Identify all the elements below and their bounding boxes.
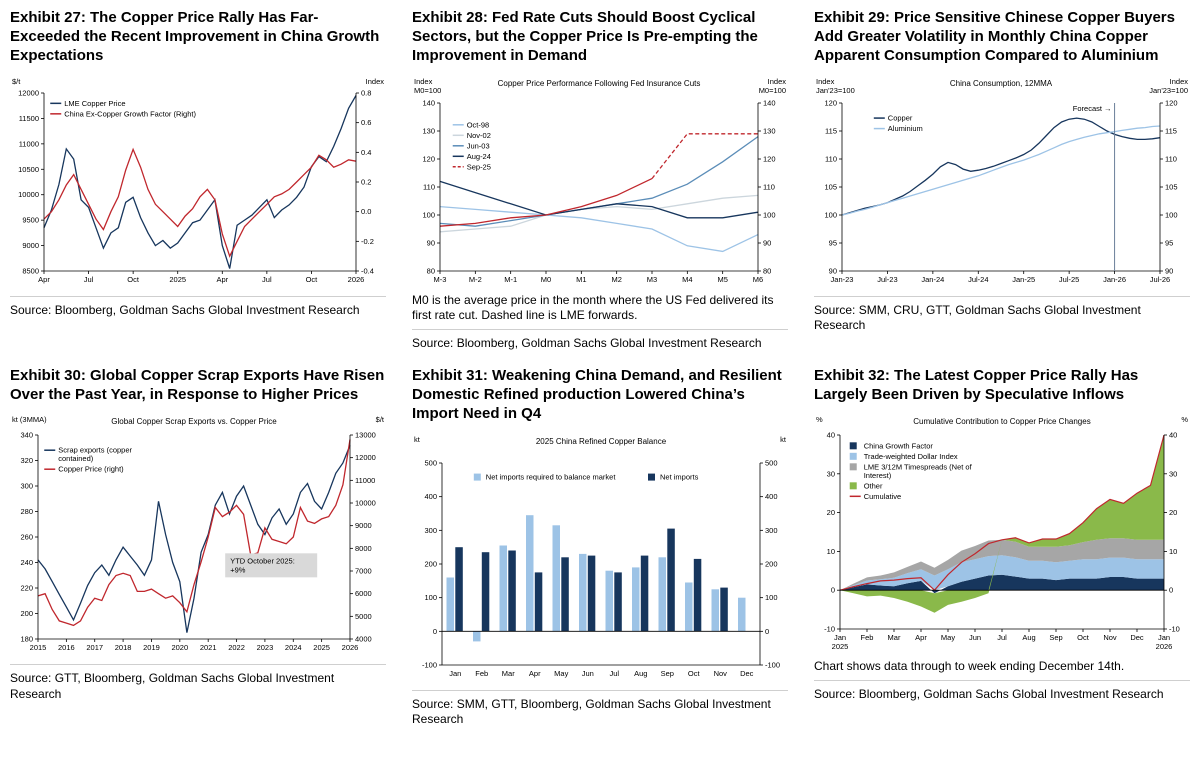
legend-label: Interest) [863, 471, 892, 481]
left-axis-label: Jan'23=100 [816, 85, 855, 95]
y-tick-label: 120 [763, 154, 776, 164]
series-china-ex-copper-growth-factor-right [44, 149, 356, 256]
legend-label: LME 3/12M Timespreads (Net of [863, 462, 972, 472]
x-tick-label: 2026 [1155, 642, 1173, 652]
y-tick-label: 110 [763, 182, 775, 192]
y-tick-label: 200 [20, 609, 33, 619]
panel-exhibit-29 [814, 8, 1190, 352]
y-tick-label: 95 [828, 238, 837, 248]
bar-net-imports-required-to-balance-market [738, 597, 746, 631]
bar-net-imports [535, 572, 543, 631]
y-tick-label: 10000 [355, 498, 376, 508]
x-tick-label: Jul [83, 274, 94, 284]
x-tick-label: Jul [609, 668, 620, 678]
exhibit-27-chart [10, 75, 386, 287]
exhibit-32-title: Exhibit 32: The Latest Copper Price Rally Has Largely Been Driven by Speculative Inflows [814, 367, 1139, 404]
y-tick-label: -0.2 [361, 236, 374, 246]
y-tick-label: -10 [1169, 624, 1180, 634]
x-tick-label: 2026 [341, 643, 359, 653]
y-tick-label: 10 [1169, 547, 1178, 557]
bar-net-imports [561, 557, 569, 631]
legend-swatch [648, 473, 655, 480]
divider [814, 680, 1190, 681]
y-tick-label: -100 [765, 660, 781, 670]
y-tick-label: 10500 [18, 164, 39, 174]
bar-net-imports [482, 552, 490, 631]
panel-exhibit-28 [412, 8, 788, 352]
legend-label: Net imports [660, 472, 699, 482]
y-tick-label: 95 [1165, 238, 1174, 248]
exhibit-27-title: Exhibit 27: The Copper Price Rally Has Far-Exceeded the Recent Improvement in China Growth Expectations [10, 9, 380, 65]
y-tick-label: 11000 [18, 138, 39, 148]
legend [50, 98, 196, 118]
x-tick-label: Apr [915, 633, 927, 643]
bar-net-imports [508, 550, 516, 631]
x-tick-label: Jun [581, 668, 594, 678]
y-tick-label: 100 [424, 592, 437, 602]
chart-canvas [814, 413, 1190, 653]
axes [414, 77, 786, 284]
y-tick-label: 30 [826, 469, 835, 479]
x-tick-label: Jun [968, 633, 982, 643]
y-tick-label: 110 [825, 154, 837, 164]
legend-label: Net imports required to balance market [485, 472, 616, 482]
legend-swatch [850, 453, 857, 460]
bar-net-imports-required-to-balance-market [606, 570, 614, 631]
y-tick-label: 500 [765, 458, 778, 468]
x-tick-label: Apr [38, 274, 50, 284]
x-tick-label: M5 [717, 274, 728, 284]
legend-swatch [850, 483, 857, 490]
annotation-text: YTD October 2025: [230, 556, 295, 566]
y-tick-label: 130 [763, 126, 776, 136]
x-tick-label: 2025 [831, 642, 849, 652]
y-tick-label: 9000 [22, 240, 39, 250]
legend-swatch [850, 443, 857, 450]
legend [874, 113, 923, 133]
bar-net-imports [694, 559, 702, 631]
x-tick-label: Oct [687, 668, 700, 678]
chart-canvas [412, 433, 788, 681]
x-tick-label: Jul [997, 633, 1007, 643]
y-tick-label: 0.6 [361, 117, 372, 127]
chart-title: 2025 China Refined Copper Balance [535, 436, 667, 446]
y-tick-label: 11000 [355, 476, 376, 486]
bar-net-imports [588, 555, 596, 631]
y-tick-label: 130 [422, 126, 435, 136]
y-tick-label: 180 [20, 634, 33, 644]
x-tick-label: 2021 [199, 643, 217, 653]
bar-net-imports-required-to-balance-market [659, 557, 667, 631]
x-tick-label: Jan [449, 668, 462, 678]
legend-label: Copper [887, 113, 913, 123]
bar-net-imports-required-to-balance-market [500, 545, 508, 631]
y-tick-label: 120 [422, 154, 435, 164]
x-tick-label: Mar [501, 668, 515, 678]
panel-exhibit-31 [412, 366, 788, 728]
x-tick-label: Jul [262, 274, 272, 284]
bar-net-imports-required-to-balance-market [526, 515, 534, 631]
y-tick-label: 0 [432, 626, 437, 636]
exhibit-29-chart [814, 75, 1190, 287]
y-tick-label: 105 [824, 182, 837, 192]
exhibit-32-source: Source: Bloomberg, Goldman Sachs Global Investment Research [814, 687, 1164, 702]
chart-canvas [10, 413, 386, 655]
exhibit-32-note: Chart shows data through to week ending December 14th. [814, 659, 1125, 674]
y-tick-label: 110 [423, 182, 435, 192]
y-tick-label: 400 [424, 491, 437, 501]
x-tick-label: Sep [660, 668, 674, 678]
y-tick-label: 140 [763, 98, 776, 108]
y-tick-label: 10 [826, 547, 835, 557]
x-tick-label: Oct [305, 274, 318, 284]
y-tick-label: 90 [426, 238, 435, 248]
x-tick-label: M-2 [468, 274, 482, 284]
y-tick-label: 120 [824, 98, 837, 108]
exhibit-31-source: Source: SMM, GTT, Bloomberg, Goldman Sachs Global Investment Research [412, 696, 771, 727]
left-axis-label: % [816, 415, 823, 425]
y-tick-label: 140 [422, 98, 435, 108]
y-tick-label: 100 [824, 210, 837, 220]
x-tick-label: Feb [475, 668, 489, 678]
y-tick-label: 0 [830, 586, 835, 596]
y-tick-label: 100 [422, 210, 435, 220]
exhibit-29-title: Exhibit 29: Price Sensitive Chinese Copper Buyers Add Greater Volatility in Monthly China Copper Apparent Consumption Compared to Aluminium [814, 9, 1175, 65]
x-tick-label: M0 [540, 274, 552, 284]
y-tick-label: 40 [826, 430, 835, 440]
bar-net-imports-required-to-balance-market [712, 589, 720, 631]
exhibit-28-chart [412, 75, 788, 287]
x-tick-label: Aug [1022, 633, 1036, 643]
x-tick-label: 2015 [29, 643, 47, 653]
y-tick-label: 200 [765, 559, 778, 569]
y-tick-label: 90 [1165, 266, 1174, 276]
series-lme-copper-price [44, 95, 356, 268]
series-sep-25 [652, 133, 758, 178]
exhibit-30-title: Exhibit 30: Global Copper Scrap Exports Have Risen Over the Past Year, in Response to Higher Prices [10, 367, 385, 404]
right-axis-label: Index [365, 76, 384, 86]
x-tick-label: Dec [740, 668, 754, 678]
y-tick-label: 9000 [355, 521, 372, 531]
bar-net-imports-required-to-balance-market [685, 582, 693, 631]
x-tick-label: Sep [1049, 633, 1063, 643]
y-tick-label: 220 [20, 583, 33, 593]
chart-canvas [814, 75, 1190, 287]
y-tick-label: 300 [424, 525, 437, 535]
y-tick-label: 260 [20, 532, 33, 542]
right-axis-label: $/t [375, 415, 384, 425]
x-tick-label: Jan-25 [1012, 274, 1036, 284]
x-tick-label: Dec [1130, 633, 1144, 643]
exhibit-28-title: Exhibit 28: Fed Rate Cuts Should Boost Cyclical Sectors, but the Copper Price Is Pre-empting the Improvement in Demand [412, 9, 758, 65]
right-axis-label: Index [767, 76, 786, 86]
y-tick-label: 100 [765, 592, 778, 602]
y-tick-label: 6000 [355, 589, 372, 599]
divider [412, 690, 788, 691]
y-tick-label: 20 [1169, 508, 1178, 518]
exhibit-29-source: Source: SMM, CRU, GTT, Goldman Sachs Global Investment Research [814, 302, 1141, 333]
bar-net-imports-required-to-balance-market [447, 577, 455, 631]
legend-label: Sep-25 [466, 161, 491, 171]
exhibit-28-source: Source: Bloomberg, Goldman Sachs Global Investment Research [412, 336, 762, 351]
chart-title: Global Copper Scrap Exports vs. Copper Price [111, 417, 277, 427]
x-tick-label: 2023 [256, 643, 274, 653]
legend-label: Other [863, 481, 883, 491]
axes [816, 77, 1188, 284]
x-tick-label: Oct [127, 274, 139, 284]
y-tick-label: 0 [1169, 586, 1174, 596]
bar-net-imports-required-to-balance-market [473, 631, 481, 641]
x-tick-label: Apr [528, 668, 541, 678]
x-tick-label: Jan-23 [830, 274, 854, 284]
y-tick-label: 10000 [18, 189, 39, 199]
chart-canvas [10, 75, 386, 287]
legend-label: Oct-98 [466, 119, 490, 129]
legend-label: Copper Price (right) [58, 465, 124, 475]
divider [814, 296, 1190, 297]
y-tick-label: 100 [763, 210, 776, 220]
y-tick-label: 5000 [355, 612, 372, 622]
exhibit-32-chart [814, 413, 1190, 653]
y-tick-label: 0.0 [361, 206, 372, 216]
legend-swatch [474, 473, 481, 480]
y-tick-label: 8000 [355, 544, 372, 554]
y-tick-label: 0.2 [361, 177, 372, 187]
bar-net-imports [720, 587, 728, 631]
x-tick-label: 2017 [86, 643, 104, 653]
forecast-label: Forecast → [1072, 103, 1112, 113]
y-tick-label: 0.4 [361, 147, 372, 157]
divider [412, 329, 788, 330]
divider [10, 664, 386, 665]
x-tick-label: M-3 [433, 274, 447, 284]
y-tick-label: 13000 [355, 430, 376, 440]
x-tick-label: Jul-24 [968, 274, 989, 284]
panel-exhibit-27 [10, 8, 386, 352]
exhibit-30-source: Source: GTT, Bloomberg, Goldman Sachs Global Investment Research [10, 671, 335, 702]
x-tick-label: 2025 [313, 643, 330, 653]
x-tick-label: 2018 [114, 643, 132, 653]
right-axis-label: Index [1169, 76, 1188, 86]
divider [10, 296, 386, 297]
right-axis-label: M0=100 [758, 85, 786, 95]
y-tick-label: 8500 [22, 266, 39, 276]
x-tick-label: Jul-23 [877, 274, 898, 284]
series-sep-25 [440, 178, 652, 226]
x-tick-label: M3 [646, 274, 658, 284]
x-tick-label: Oct [1077, 633, 1089, 643]
bar-net-imports [455, 547, 463, 631]
y-tick-label: 12000 [18, 88, 39, 98]
legend-label: Cumulative [863, 492, 902, 502]
x-tick-label: 2016 [58, 643, 75, 653]
plot-area [44, 95, 356, 268]
y-tick-label: 200 [424, 559, 437, 569]
axes [12, 77, 384, 284]
x-tick-label: Nov [1103, 633, 1117, 643]
legend [44, 446, 132, 474]
legend-label: Nov-02 [466, 130, 491, 140]
x-tick-label: Jul-26 [1149, 274, 1171, 284]
exhibit-31-title: Exhibit 31: Weakening China Demand, and Resilient Domestic Refined production Lowered China’s Import Need in Q4 [412, 367, 782, 423]
y-tick-label: -100 [421, 660, 437, 670]
x-tick-label: Aug [634, 668, 648, 678]
x-tick-label: M4 [682, 274, 693, 284]
chart-canvas [412, 75, 788, 287]
y-tick-label: -0.4 [361, 266, 374, 276]
y-tick-label: 280 [20, 507, 33, 517]
legend [453, 120, 491, 171]
y-tick-label: 240 [20, 558, 33, 568]
y-tick-label: 115 [825, 126, 837, 136]
x-tick-label: Mar [887, 633, 901, 643]
exhibit-30-chart [10, 413, 386, 655]
x-tick-label: Jan-26 [1103, 274, 1127, 284]
y-tick-label: 0 [765, 626, 770, 636]
chart-title: Cumulative Contribution to Copper Price Changes [913, 417, 1091, 427]
bar-net-imports-required-to-balance-market [579, 554, 587, 631]
y-tick-label: 7000 [355, 566, 372, 576]
legend-label: LME Copper Price [64, 98, 126, 108]
y-tick-label: 115 [1165, 126, 1177, 136]
y-tick-label: 4000 [355, 634, 372, 644]
x-tick-label: Jan-24 [921, 274, 945, 284]
plot-area [447, 515, 746, 641]
legend-label: contained) [58, 454, 94, 464]
bar-net-imports-required-to-balance-market [632, 567, 640, 631]
y-tick-label: 100 [1165, 210, 1178, 220]
y-tick-label: -10 [824, 624, 835, 634]
left-axis-label: $/t [12, 76, 21, 86]
right-axis-label: kt [780, 434, 786, 444]
legend-label: Jun-03 [466, 140, 490, 150]
right-axis-label: Jan'23=100 [1149, 85, 1188, 95]
y-tick-label: 300 [765, 525, 778, 535]
exhibit-31-chart [412, 433, 788, 681]
x-tick-label: 2026 [347, 274, 365, 284]
exhibit-28-note: M0 is the average price in the month where the US Fed delivered its first rate cut. Dashed line is LME forwards. [412, 292, 774, 323]
left-axis-label: Index [816, 76, 835, 86]
y-tick-label: 9500 [22, 215, 39, 225]
left-axis-label: M0=100 [414, 85, 442, 95]
y-tick-label: 90 [828, 266, 837, 276]
y-tick-label: 400 [765, 491, 778, 501]
x-tick-label: Jan [833, 633, 847, 643]
y-tick-label: 120 [1165, 98, 1178, 108]
legend-label: Aluminium [887, 123, 923, 133]
right-axis-label: % [1181, 415, 1188, 425]
x-tick-label: Apr [216, 274, 229, 284]
x-tick-label: 2024 [284, 643, 302, 653]
legend-label: Scrap exports (copper [58, 446, 133, 456]
x-tick-label: M1 [576, 274, 587, 284]
exhibit-27-source: Source: Bloomberg, Goldman Sachs Global Investment Research [10, 302, 360, 317]
y-tick-label: 105 [1165, 182, 1178, 192]
x-tick-label: May [554, 668, 569, 678]
x-tick-label: 2020 [171, 643, 189, 653]
annotation-text: +9% [230, 565, 246, 575]
x-tick-label: M2 [611, 274, 622, 284]
panel-exhibit-30 [10, 366, 386, 728]
y-tick-label: 20 [826, 508, 835, 518]
y-tick-label: 320 [20, 456, 33, 466]
legend-swatch [850, 464, 857, 471]
y-tick-label: 0.8 [361, 88, 372, 98]
legend-label: China Growth Factor [863, 441, 933, 451]
series-aluminium [842, 123, 1160, 215]
bar-net-imports [667, 528, 675, 631]
legend [474, 472, 699, 481]
y-tick-label: 500 [424, 458, 437, 468]
legend-label: Trade-weighted Dollar Index [863, 452, 958, 462]
left-axis-label: kt (3MMA) [12, 415, 47, 425]
chart-title: China Consumption, 12MMA [949, 78, 1053, 88]
chart-title: Copper Price Performance Following Fed Insurance Cuts [497, 78, 701, 88]
legend-label: Aug-24 [466, 151, 491, 161]
x-tick-label: May [940, 633, 956, 643]
x-tick-label: Jul-25 [1058, 274, 1080, 284]
y-tick-label: 90 [763, 238, 772, 248]
x-tick-label: M6 [752, 274, 764, 284]
panel-exhibit-32 [814, 366, 1190, 728]
x-tick-label: 2019 [143, 643, 160, 653]
bar-net-imports [641, 555, 649, 631]
bar-net-imports-required-to-balance-market [553, 525, 561, 631]
y-tick-label: 30 [1169, 469, 1178, 479]
y-tick-label: 340 [20, 430, 33, 440]
y-tick-label: 11500 [18, 113, 39, 123]
bar-net-imports [614, 572, 622, 631]
y-tick-label: 80 [426, 266, 435, 276]
x-tick-label: Feb [860, 633, 874, 643]
axes [414, 435, 787, 678]
x-tick-label: 2022 [228, 643, 245, 653]
y-tick-label: 80 [763, 266, 772, 276]
legend-label: China Ex-Copper Growth Factor (Right) [64, 108, 196, 118]
left-axis-label: Index [414, 76, 433, 86]
y-tick-label: 110 [1165, 154, 1177, 164]
y-tick-label: 12000 [355, 453, 376, 463]
x-tick-label: Jan [1157, 633, 1171, 643]
y-tick-label: 40 [1169, 430, 1178, 440]
x-tick-label: M-1 [504, 274, 518, 284]
legend [850, 442, 973, 502]
series-oct-98 [440, 206, 758, 251]
y-tick-label: 300 [20, 481, 33, 491]
x-tick-label: 2025 [169, 274, 187, 284]
x-tick-label: Nov [713, 668, 727, 678]
left-axis-label: kt [414, 434, 420, 444]
